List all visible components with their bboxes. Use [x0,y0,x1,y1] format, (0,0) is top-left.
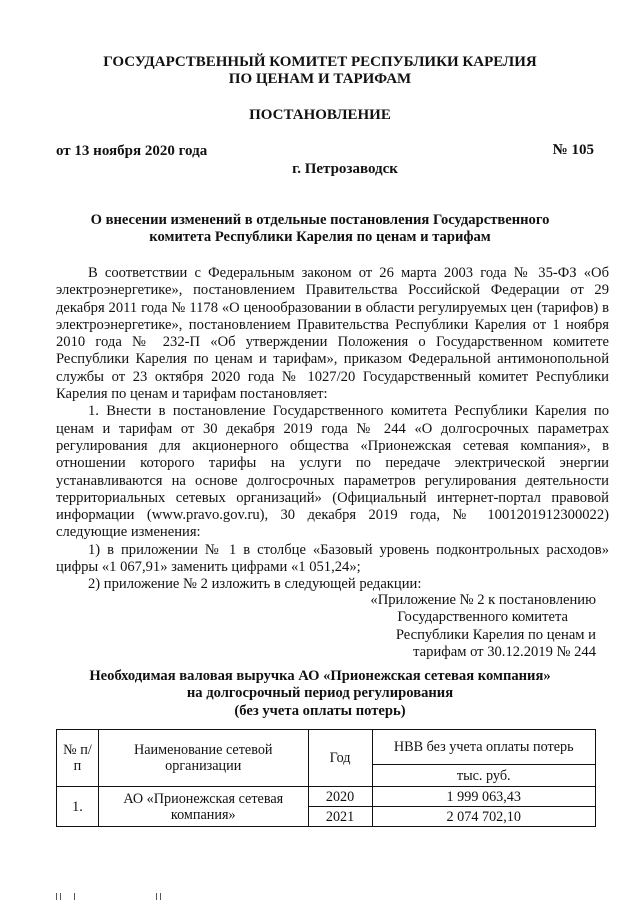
row-value-cell: 1 999 063,43 [372,787,596,807]
header-line-2: ПО ЦЕНАМ И ТАРИФАМ [228,71,412,87]
header-cell-unit: тыс. руб. [372,765,596,787]
nvv-table [56,729,596,827]
row-number-cell: 1. [57,787,99,827]
appendix-line-3: Республики Карелия по ценам и [395,626,596,643]
row-value-cell: 2 074 702,10 [372,807,596,827]
paragraph-item-1: 1. Внести в постановление Государственного комитета Республики Карелия по ценам и тарифам от 30 декабря 2019 года № 244 «О долгосрочных параметрах регулирования для акционерного общества «Прионежская сетевая компания», в отношении которого тарифы на услуги по передаче электрической энергии устанавливаются на основе долгосрочных параметров регулирования деятельности территориальных сетевых организаций» (Официальный интернет-портал правовой информации (www.pravo.gov.ru), 30 декабря 2019 года, № 1001201912300022) следующие изменения: [56,403,609,541]
appendix-note [370,592,596,661]
header-line-1: ГОСУДАРСТВЕННЫЙ КОМИТЕТ РЕСПУБЛИКИ КАРЕЛИЯ [103,54,537,70]
row-name-cell: АО «Прионежская сетевая компания» [98,787,308,827]
scan-tick-marks [56,893,166,901]
table-row [57,787,596,807]
document-date: от 13 ноября 2020 года [56,143,208,159]
document-number: № 105 [552,142,594,158]
appendix-line-2: Государственного комитета [397,609,568,626]
paragraph-preamble: В соответствии с Федеральным законом от 26 марта 2003 года № 35-ФЗ «Об электроэнергетике», постановлением Правительства Российской Федерации от 29 декабря 2011 года № 1178 «О ценообразовании в области регулируемых цен (тарифов) в электроэнергетике», постановлением Правительства Республики Карелия от 1 ноября 2010 года № 232-П «Об утверждении Положения о Государственном комитете Республики Карелия по ценам и тарифам», приказом Федеральной антимонопольной службы от 23 октября 2020 года № 1027/20 Государственный комитет Республики Карелия по ценам и тарифам постановляет: [56,265,609,403]
table-title [0,668,640,720]
document-city: г. Петрозаводск [292,161,398,177]
document-type: ПОСТАНОВЛЕНИЕ [249,107,391,123]
header-cell-number: № п/п [57,730,99,787]
header-cell-year: Год [308,730,372,787]
paragraph-item-1-1: 1) в приложении № 1 в столбце «Базовый уровень подконтрольных расходов» цифры «1 067,91» заменить цифрами «1 051,24»; [56,541,609,576]
title-line-1: О внесении изменений в отдельные постановления Государственного [90,212,550,228]
body-text [56,265,609,594]
scan-marks [56,893,166,903]
table-title-line-1: Необходимая валовая выручка АО «Прионежская сетевая компания» [89,668,551,684]
appendix-line-1: «Приложение № 2 к постановлению [370,592,596,608]
title-line-2: комитета Республики Карелия по ценам и тарифам [149,229,491,245]
table-title-line-3: (без учета оплаты потерь) [234,702,406,719]
paragraph-item-1-2: 2) приложение № 2 изложить в следующей редакции: [88,576,422,593]
table-title-line-2: на долгосрочный период регулирования [186,685,454,702]
header-cell-name: Наименование сетевой организации [98,730,308,787]
header-cell-nvv: НВВ без учета оплаты потерь [372,730,596,765]
appendix-line-4: тарифам от 30.12.2019 № 244 [413,643,596,660]
row-year-cell: 2020 [308,787,372,807]
row-year-cell: 2021 [308,807,372,827]
